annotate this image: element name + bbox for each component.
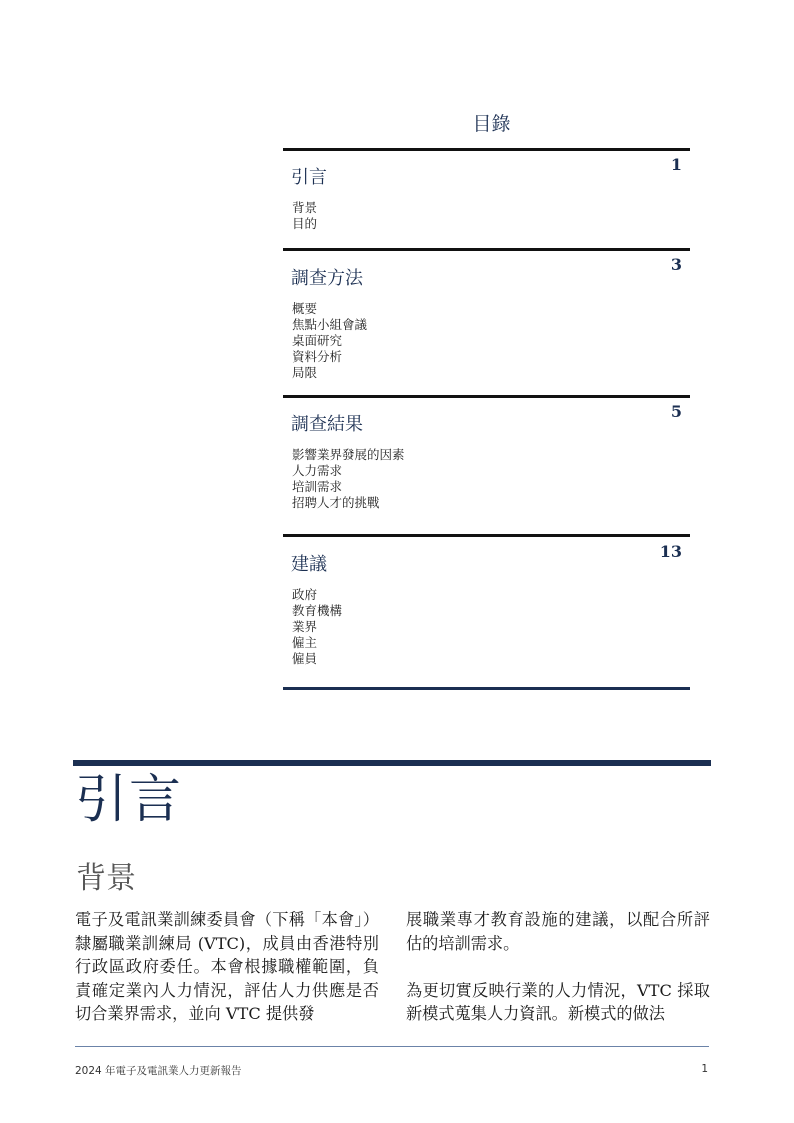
body-column-left xyxy=(75,908,379,1026)
toc-item[interactable]: 資料分析 xyxy=(292,349,343,364)
toc-item[interactable]: 局限 xyxy=(292,365,318,380)
toc-section-recommendations[interactable] xyxy=(283,534,690,687)
toc-item[interactable]: 教育機構 xyxy=(292,603,343,618)
paragraph-gap xyxy=(406,955,710,979)
toc-item[interactable]: 目的 xyxy=(292,216,318,231)
toc-item[interactable]: 概要 xyxy=(292,301,318,316)
toc-item-list xyxy=(283,200,690,232)
footer-page-number: 1 xyxy=(701,1063,708,1075)
toc-heading: 目錄 xyxy=(472,113,511,135)
toc-section-title[interactable]: 建議 xyxy=(291,554,327,575)
toc-page-number: 13 xyxy=(659,542,682,561)
toc-item[interactable]: 培訓需求 xyxy=(292,479,343,494)
toc-item[interactable]: 人力需求 xyxy=(292,463,343,478)
toc-section-title[interactable]: 調查結果 xyxy=(291,414,363,435)
toc-item[interactable]: 僱員 xyxy=(292,651,318,666)
body-column-right xyxy=(406,908,710,1026)
toc-item-list xyxy=(283,587,690,667)
toc-item[interactable]: 招聘人才的挑戰 xyxy=(292,495,380,510)
body-paragraph: 展職業專才教育設施的建議，以配合所評估的培訓需求。 xyxy=(406,910,710,953)
toc-end-rule xyxy=(283,687,690,690)
toc-section-title[interactable]: 引言 xyxy=(291,167,327,188)
toc-item[interactable]: 業界 xyxy=(292,619,318,634)
toc-item[interactable]: 焦點小組會議 xyxy=(292,317,368,332)
toc-item-list xyxy=(283,447,690,511)
toc-item[interactable]: 政府 xyxy=(292,587,318,602)
toc-page-number: 3 xyxy=(670,255,682,274)
chapter-title: 引言 xyxy=(75,770,184,830)
toc-section-introduction[interactable] xyxy=(283,148,690,248)
body-paragraph: 電子及電訊業訓練委員會（下稱「本會」）隸屬職業訓練局 (VTC)，成員由香港特別行政區政府委任。本會根據職權範圍，負責確定業內人力情況，評估人力供應是否切合業界需求，並向 VTC 提供發 xyxy=(75,910,379,1023)
toc-section-methodology[interactable] xyxy=(283,248,690,395)
footer-report-title: 2024 年電子及電訊業人力更新報告 xyxy=(75,1065,242,1077)
footer-rule xyxy=(75,1046,709,1047)
table-of-contents xyxy=(283,108,690,690)
toc-item[interactable]: 桌面研究 xyxy=(292,333,343,348)
toc-page-number: 5 xyxy=(670,402,682,421)
toc-item[interactable]: 背景 xyxy=(292,200,318,215)
toc-item[interactable]: 影響業界發展的因素 xyxy=(292,447,405,462)
toc-section-title[interactable]: 調查方法 xyxy=(291,268,363,289)
toc-item[interactable]: 僱主 xyxy=(292,635,318,650)
section-subtitle: 背景 xyxy=(76,861,136,896)
body-paragraph: 為更切實反映行業的人力情況，VTC 採取新模式蒐集人力資訊。新模式的做法 xyxy=(406,980,710,1023)
toc-section-findings[interactable] xyxy=(283,395,690,534)
chapter-rule xyxy=(73,760,711,766)
toc-item-list xyxy=(283,301,690,381)
toc-page-number: 1 xyxy=(670,155,682,174)
